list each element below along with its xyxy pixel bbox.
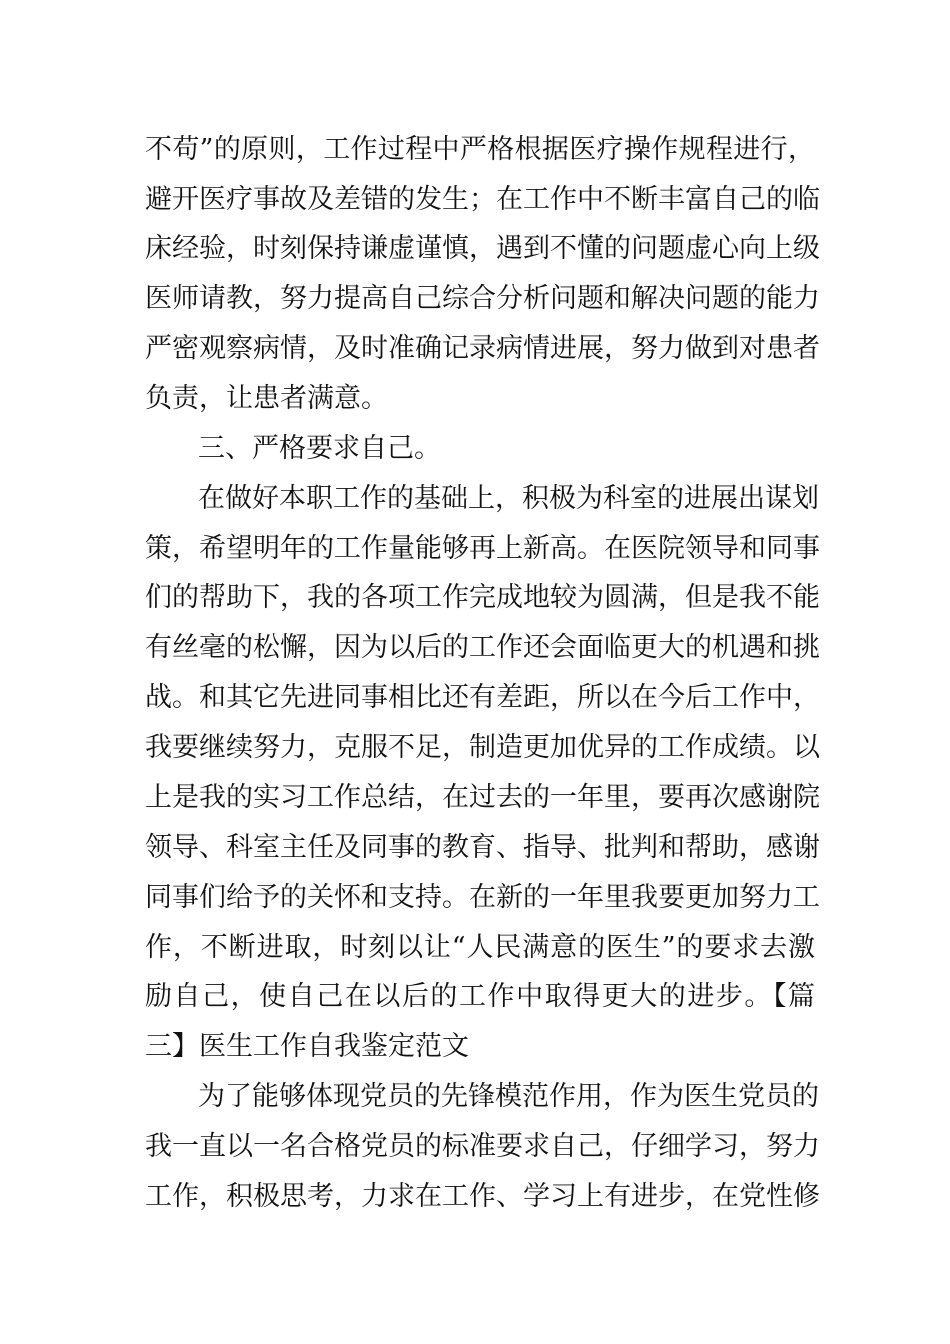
text-line: 有丝毫的松懈，因为以后的工作还会面临更大的机遇和挑: [145, 632, 820, 663]
text-line: 严密观察病情，及时准确记录病情进展，努力做到对患者: [145, 333, 820, 364]
text-line: 我要继续努力，克服不足，制造更加优异的工作成绩。以: [145, 732, 820, 763]
text-line: 上是我的实习工作总结，在过去的一年里，要再次感谢院: [145, 782, 820, 813]
text-line: 同事们给予的关怀和支持。在新的一年里我要更加努力工: [145, 882, 820, 913]
text-line: 为了能够体现党员的先锋模范作用，作为医生党员的: [198, 1081, 819, 1112]
text-line: 负责，让患者满意。: [145, 383, 388, 414]
text-line: 我一直以一名合格党员的标准要求自己，仔细学习，努力: [145, 1131, 820, 1162]
text-line: 工作，积极思考，力求在工作、学习上有进步，在党性修: [145, 1181, 820, 1212]
article-title: 三】医生工作自我鉴定范文: [145, 1031, 469, 1062]
text-line: 策，希望明年的工作量能够再上新高。在医院领导和同事: [145, 533, 820, 564]
text-line: 励自己，使自己在以后的工作中取得更大的进步。【篇: [145, 981, 815, 1012]
text-line: 在做好本职工作的基础上，积极为科室的进展出谋划: [198, 483, 819, 514]
text-line: 们的帮助下，我的各项工作完成地较为圆满，但是我不能: [145, 582, 820, 613]
text-line: 避开医疗事故及差错的发生；在工作中不断丰富自己的临: [145, 184, 820, 215]
text-line: 不苟”的原则，工作过程中严格根据医疗操作规程进行，: [145, 134, 815, 165]
text-line: 床经验，时刻保持谦虚谨慎，遇到不懂的问题虚心向上级: [145, 233, 820, 264]
text-line: 医师请教，努力提高自己综合分析问题和解决问题的能力: [145, 283, 820, 314]
text-line: 领导、科室主任及同事的教育、指导、批判和帮助，感谢: [145, 832, 820, 863]
text-line: 作，不断进取，时刻以让“人民满意的医生”的要求去激: [145, 932, 815, 963]
text-line: 战。和其它先进同事相比还有差距，所以在今后工作中，: [145, 682, 820, 713]
section-heading: 三、严格要求自己。: [198, 433, 441, 464]
